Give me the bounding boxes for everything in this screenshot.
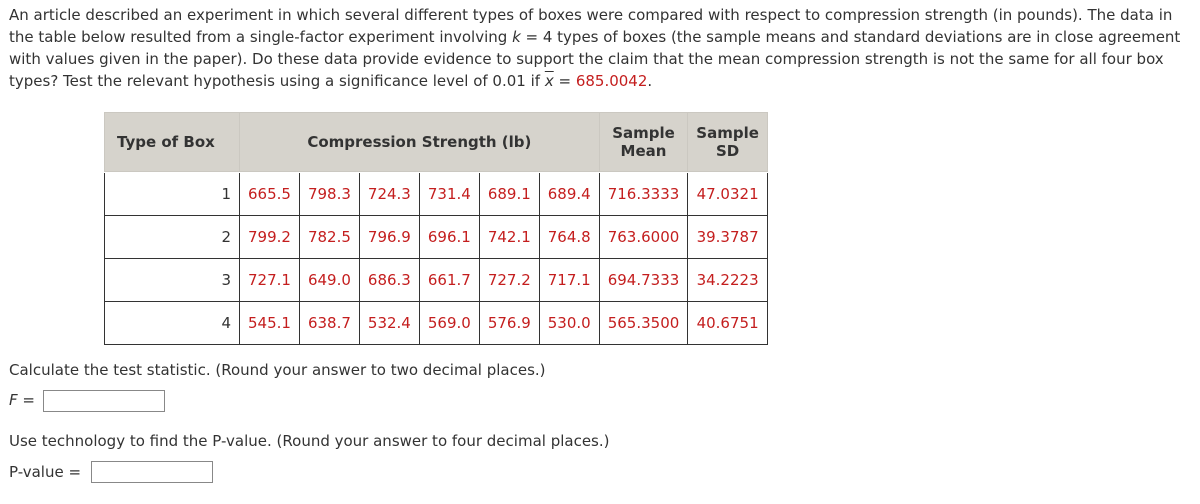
strength-value: 727.2 — [479, 259, 539, 302]
sample-sd-cell: 34.2223 — [688, 259, 768, 302]
grand-mean-value: 685.0042 — [575, 72, 648, 90]
strength-value: 569.0 — [419, 302, 479, 345]
sample-mean-cell: 763.6000 — [599, 216, 688, 259]
f-answer-input[interactable] — [43, 390, 165, 412]
f-label: F = — [9, 391, 35, 409]
question-test-statistic: Calculate the test statistic. (Round your answer to two decimal places.) — [9, 361, 546, 379]
strength-value: 717.1 — [539, 259, 599, 302]
header-sample-mean: Sample Mean — [599, 113, 688, 172]
strength-value: 782.5 — [299, 216, 359, 259]
strength-value: 530.0 — [539, 302, 599, 345]
strength-value: 686.3 — [359, 259, 419, 302]
table-header-row — [105, 113, 768, 172]
table-row — [105, 173, 768, 216]
intro-text-3: = — [553, 72, 576, 90]
grand-mean-symbol: $\overline{x}$ — [544, 72, 554, 90]
box-type-cell: 3 — [105, 259, 240, 302]
sample-mean-cell: 716.3333 — [599, 173, 688, 216]
intro-text-2: = 4 types of boxes (the sample means and standard deviations are in close agreement with values given in the paper). Do these data provide evidence to support the claim that the mean compression strength is not the same for all four box types? Test the relevant hypothesis using a significance level of 0.01 if — [9, 28, 1181, 90]
intro-text-1: An article described an experiment in which several different types of boxes were compared with respect to compression strength (in pounds). The data in the table below resulted from a single-factor experiment involving — [9, 6, 1173, 46]
strength-value: 689.4 — [539, 173, 599, 216]
strength-value: 796.9 — [359, 216, 419, 259]
strength-value: 545.1 — [240, 302, 300, 345]
sample-mean-cell: 694.7333 — [599, 259, 688, 302]
strength-value: 727.1 — [240, 259, 300, 302]
intro-text-4: . — [647, 72, 653, 90]
strength-value: 689.1 — [479, 173, 539, 216]
strength-value: 764.8 — [539, 216, 599, 259]
strength-value: 798.3 — [299, 173, 359, 216]
strength-value: 696.1 — [419, 216, 479, 259]
box-data-table — [104, 112, 768, 345]
k-variable: k — [512, 28, 521, 46]
strength-value: 742.1 — [479, 216, 539, 259]
table-row — [105, 216, 768, 259]
header-type-of-box: Type of Box — [105, 113, 240, 172]
strength-value: 799.2 — [240, 216, 300, 259]
header-sample-sd: Sample SD — [688, 113, 768, 172]
p-value-label: P-value = — [9, 463, 82, 481]
sample-sd-cell: 40.6751 — [688, 302, 768, 345]
box-type-cell: 1 — [105, 173, 240, 216]
strength-value: 638.7 — [299, 302, 359, 345]
p-value-answer-input[interactable] — [91, 461, 213, 483]
sample-mean-cell: 565.3500 — [599, 302, 688, 345]
header-compression-strength: Compression Strength (lb) — [240, 113, 600, 172]
sample-sd-cell: 39.3787 — [688, 216, 768, 259]
strength-value: 649.0 — [299, 259, 359, 302]
box-type-cell: 2 — [105, 216, 240, 259]
strength-value: 724.3 — [359, 173, 419, 216]
strength-value: 665.5 — [240, 173, 300, 216]
strength-value: 661.7 — [419, 259, 479, 302]
strength-value: 532.4 — [359, 302, 419, 345]
strength-value: 731.4 — [419, 173, 479, 216]
sample-sd-cell: 47.0321 — [688, 173, 768, 216]
table-row — [105, 302, 768, 345]
box-type-cell: 4 — [105, 302, 240, 345]
problem-statement — [9, 4, 1189, 92]
table-row — [105, 259, 768, 302]
question-p-value: Use technology to find the P-value. (Round your answer to four decimal places.) — [9, 432, 610, 450]
strength-value: 576.9 — [479, 302, 539, 345]
